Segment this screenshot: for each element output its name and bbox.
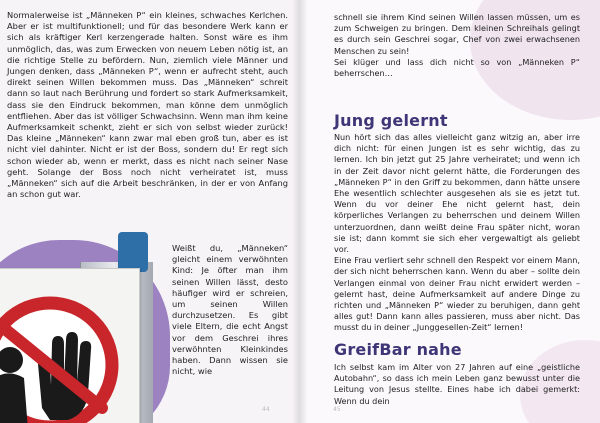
stop-hand-prohibition-sign-icon [0, 290, 130, 423]
section-heading-greifbar-nahe: GreifBar nahe [334, 340, 462, 359]
right-intro-paragraph-2: Sei klüger und lass dich nicht so von „Männeken P“ beherrschen… [334, 56, 580, 79]
left-page-number: 44 [262, 406, 270, 413]
right-page-section-1-text [334, 132, 580, 334]
section-1-paragraph-2: Eine Frau verliert sehr schnell den Respekt vor einem Mann, der sich nicht beherrschen kann. Wenn du aber – sollte dein Verlangen einmal von deiner Frau nicht erwidert werden – gelernt hast, deine Aufmerksamkeit auf andere Dinge zu richten und „Männeken P“ wieder zu beruhigen, dann geht alles gut! Dann kann alles passieren, muss aber nicht. Das musst du in deiner „Junggesellen-Zeit“ lernen! [334, 255, 580, 333]
left-page-main-text [7, 10, 288, 200]
right-page-section-2-text [334, 362, 580, 407]
right-intro-paragraph-1: schnell sie ihrem Kind seinen Willen lassen müssen, um es zum Schweigen zu bringen. Dem kleinen Schreihals gelingt es durch sein Geschrei sogar, Chef von zwei erwachsenen Menschen zu sein! [334, 12, 580, 56]
section-heading-jung-gelernt: Jung gelernt [334, 111, 448, 130]
book-gutter-shadow [292, 0, 308, 423]
left-page-narrow-text [172, 243, 288, 377]
right-page-number: 45 [333, 406, 341, 413]
left-paragraph-main: Normalerweise ist „Männeken P“ ein kleines, schwaches Kerlchen. Aber er ist multifunktionell; und für das besondere Werk kann er sich als kräftiger Kerl kerzengerade halten. Sonst wäre es ihm unmöglich, das, was zum Erwecken von neuem Leben nötig ist, an die richtige Stelle zu befördern. Nun, ziemlich viele Männer und Jungen denken, dass „Männeken P“, wenn er aufrecht steht, auch direkt seinen Willen bekommen muss. Das „Männeken“ schreit dann so laut nach Berührung und fordert so stark Aufmerksamkeit, dass sie den Eindruck bekommen, man könne dem unmöglich entfliehen. Aber das ist völliger Schwachsinn. Wenn man ihm keine Aufmerksamkeit schenkt, zieht er sich von selbst wieder zurück! Das kleine „Männeken“ kann zwar mal eben groß tun, aber es ist nicht viel dahinter. Nicht er ist der Boss, sondern du! Er regt sich schon wieder ab, wenn er merkt, dass es nicht nach seiner Nase geht. Solange der Boss noch nicht verheiratet ist, muss „Männeken“ sich auf die Arbeit beschränken, in der er von Anfang an schon gut war. [7, 10, 288, 200]
section-1-paragraph-1: Nun hört sich das alles vielleicht ganz witzig an, aber irre dich nicht: für einen Jungen ist es sehr wichtig, das zu lernen. Ich bin jetzt gut 25 Jahre verheiratet; und wenn ich in der Zeit davor nicht gelernt hätte, die Forderungen des „Männeken P“ in den Griff zu bekommen, dann hätte unsere Ehe wesentlich schlechter ausgesehen als sie es jetzt tut. Wenn du vor deiner Ehe nicht gelernt hast, dein körperliches Verlangen zu beherrschen und deinem Willen unterzuordnen, dann weißt deine Frau später nicht, woran sie ist; dann kommt sie sich eher vergewaltigt als geliebt vor. [334, 132, 580, 255]
sign-blue-panel [118, 232, 148, 272]
section-2-paragraph-1: Ich selbst kam im Alter von 27 Jahren auf eine „geistliche Autobahn“, so dass ich mein Leben ganz bewusst unter die Leitung von Jesus stellte. Eines habe ich dabei gemerkt: Wenn du dein [334, 362, 580, 406]
right-page-intro-text [334, 12, 580, 79]
left-paragraph-narrow: Weißt du, „Männeken“ gleicht einem verwöhnten Kind: Je öfter man ihm seinen Willen lässt, desto häufiger wird er schreien, um seinen Willen durchzusetzen. Es gibt viele Eltern, die echt Angst vor dem Geschrei ihres verwöhnten Kleinkindes haben. Dann wissen sie nicht, wie [172, 243, 288, 377]
